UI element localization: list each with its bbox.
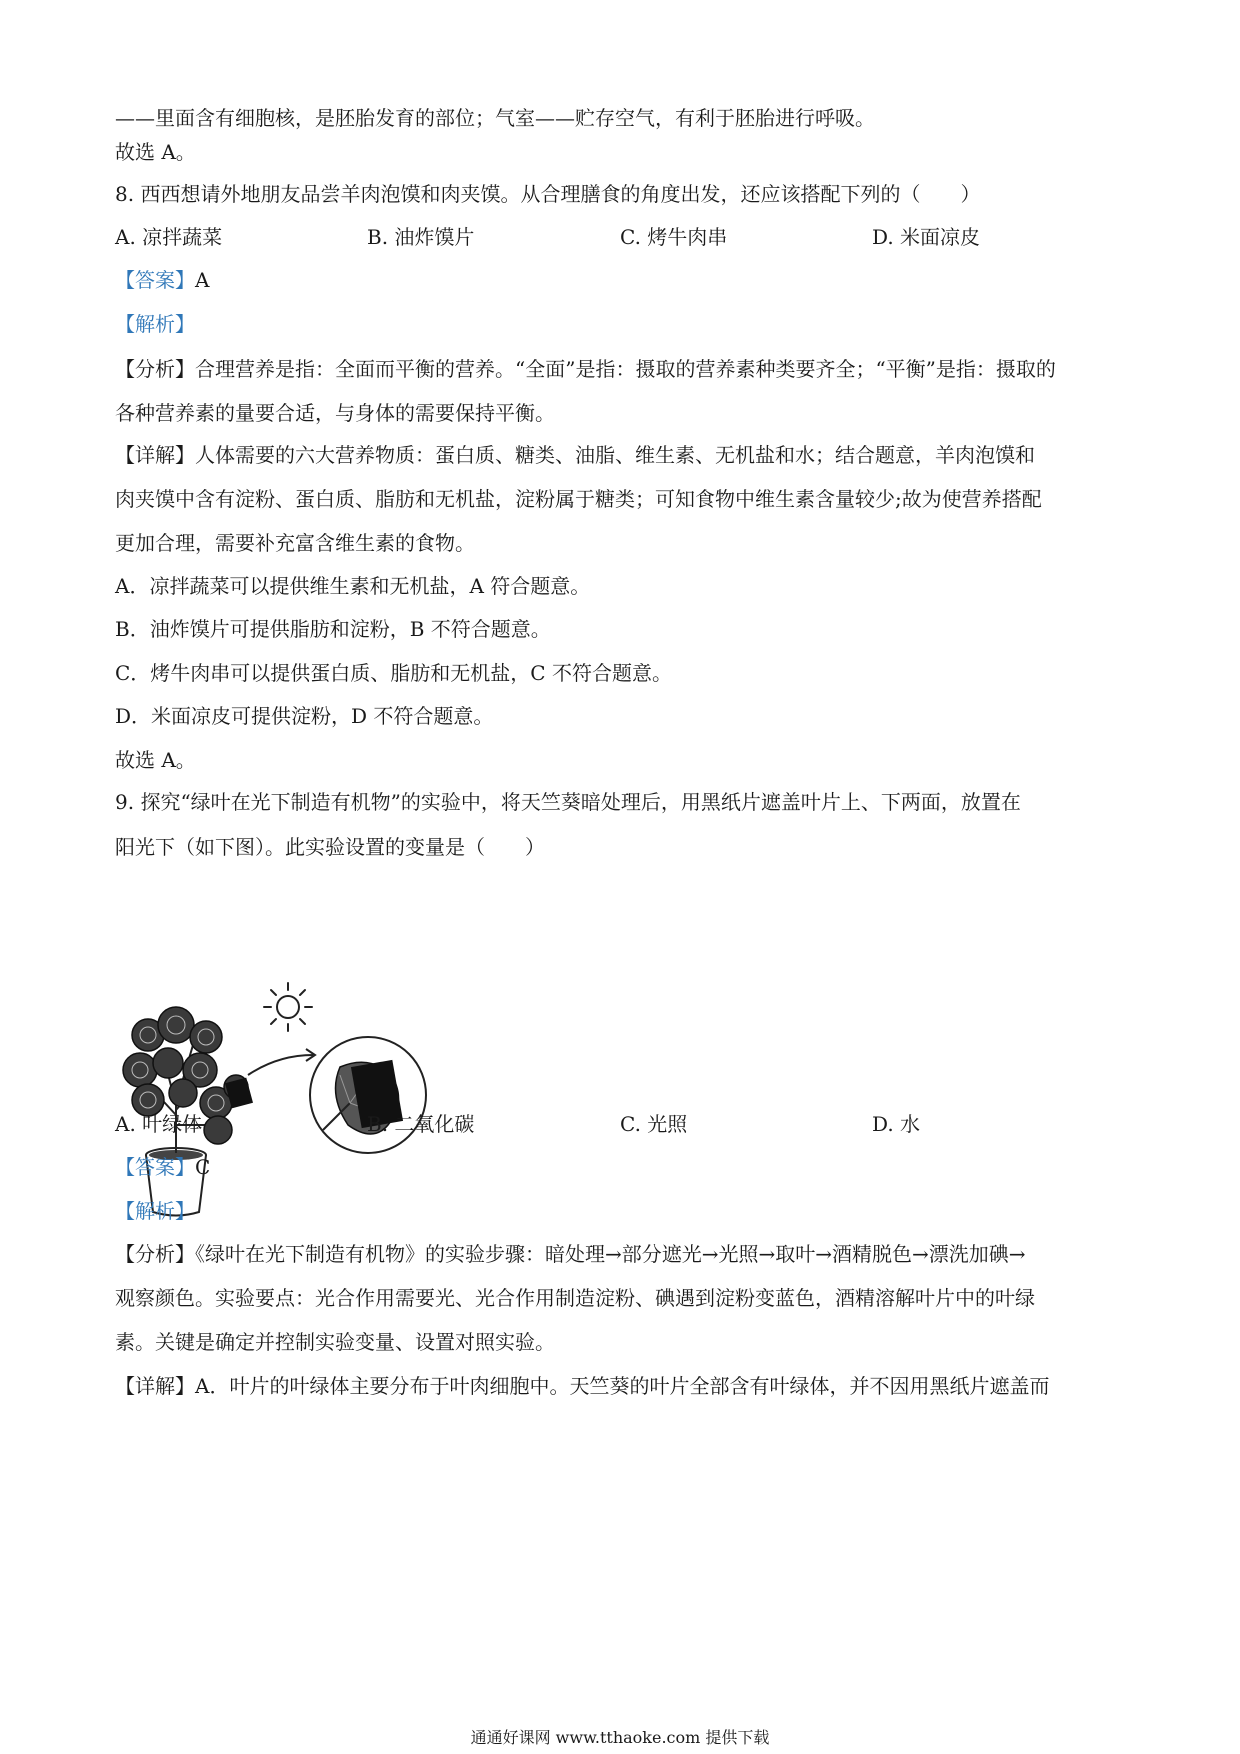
fenxi-tag: 【分析】 [115, 357, 195, 381]
q9-answer [115, 1153, 1135, 1181]
q8-xiangjie-3: 更加合理，需要补充富含维生素的食物。 [115, 531, 475, 555]
q8-explain-d: D．米面凉皮可提供淀粉，D 不符合题意。 [115, 704, 494, 728]
q9-fenxi-2: 观察颜色。实验要点：光合作用需要光、光合作用制造淀粉、碘遇到淀粉变蓝色，酒精溶解叶片中的叶绿 [115, 1286, 1035, 1310]
answer-value: A [195, 268, 210, 292]
q9-options [115, 1110, 1135, 1138]
q9-fenxi-3: 素。关键是确定并控制实验变量、设置对照实验。 [115, 1330, 555, 1354]
q8-stem: 8. 西西想请外地朋友品尝羊肉泡馍和肉夹馍。从合理膳食的角度出发，还应该搭配下列的（ ） [115, 182, 981, 206]
analysis-tag: 【解析】 [115, 312, 195, 336]
q9-fenxi-1 [115, 1240, 1135, 1268]
q8-conclusion: 故选 A。 [115, 748, 196, 772]
answer-value: C [195, 1155, 211, 1179]
answer-tag: 【答案】 [115, 1155, 195, 1179]
text-line: 故选 A。 [115, 140, 196, 164]
q8-option-d: D. 米面凉皮 [872, 225, 981, 249]
q9-stem-2: 阳光下（如下图）。此实验设置的变量是（ ） [115, 835, 545, 859]
page-footer: 通通好课网 www.tthaoke.com 提供下载 [470, 1728, 770, 1747]
q9-option-b: B. 二氧化碳 [367, 1112, 475, 1136]
q8-answer [115, 266, 1135, 294]
xiangjie-tag: 【详解】 [115, 1374, 195, 1398]
q9-analysis-heading [115, 1197, 1135, 1225]
q8-option-c: C. 烤牛肉串 [620, 225, 728, 249]
q8-analysis-heading [115, 310, 1135, 338]
xiangjie-text: A．叶片的叶绿体主要分布于叶肉细胞中。天竺葵的叶片全部含有叶绿体，并不因用黑纸片遮盖而 [195, 1374, 1050, 1398]
q8-explain-a: A．凉拌蔬菜可以提供维生素和无机盐，A 符合题意。 [115, 574, 591, 598]
q8-option-b: B. 油炸馍片 [367, 225, 475, 249]
answer-tag: 【答案】 [115, 268, 195, 292]
q8-explain-b: B．油炸馍片可提供脂肪和淀粉，B 不符合题意。 [115, 617, 551, 641]
q9-option-a: A. 叶绿体 [115, 1112, 203, 1136]
fenxi-text: 《绿叶在光下制造有机物》的实验步骤：暗处理→部分遮光→光照→取叶→酒精脱色→漂洗加碘→ [195, 1242, 1026, 1266]
q9-option-d: D. 水 [872, 1112, 921, 1136]
q9-stem-1: 9. 探究“绿叶在光下制造有机物”的实验中，将天竺葵暗处理后，用黑纸片遮盖叶片上、下两面，放置在 [115, 790, 1021, 814]
fenxi-text: 合理营养是指：全面而平衡的营养。“全面”是指：摄取的营养素种类要齐全；“平衡”是指：摄取的 [195, 357, 1056, 381]
geranium-experiment-figure [118, 975, 478, 1230]
q8-fenxi-2: 各种营养素的量要合适，与身体的需要保持平衡。 [115, 401, 555, 425]
arrow-icon [248, 1055, 313, 1075]
sun-icon [264, 983, 312, 1031]
text-line: ——里面含有细胞核，是胚胎发育的部位；气室——贮存空气，有利于胚胎进行呼吸。 [115, 106, 875, 130]
q8-explain-c: C．烤牛肉串可以提供蛋白质、脂肪和无机盐，C 不符合题意。 [115, 661, 672, 685]
q8-options [115, 223, 1135, 251]
q8-fenxi-1 [115, 355, 1135, 383]
q9-option-c: C. 光照 [620, 1112, 688, 1136]
q8-option-a: A. 凉拌蔬菜 [115, 225, 223, 249]
q9-xiangjie-1 [115, 1372, 1135, 1400]
q8-xiangjie-2: 肉夹馍中含有淀粉、蛋白质、脂肪和无机盐，淀粉属于糖类；可知食物中维生素含量较少;故为使营养搭配 [115, 487, 1042, 511]
fenxi-tag: 【分析】 [115, 1242, 195, 1266]
q8-xiangjie-1 [115, 441, 1135, 469]
xiangjie-text: 人体需要的六大营养物质：蛋白质、糖类、油脂、维生素、无机盐和水；结合题意，羊肉泡馍和 [195, 443, 1035, 467]
analysis-tag: 【解析】 [115, 1199, 195, 1223]
xiangjie-tag: 【详解】 [115, 443, 195, 467]
